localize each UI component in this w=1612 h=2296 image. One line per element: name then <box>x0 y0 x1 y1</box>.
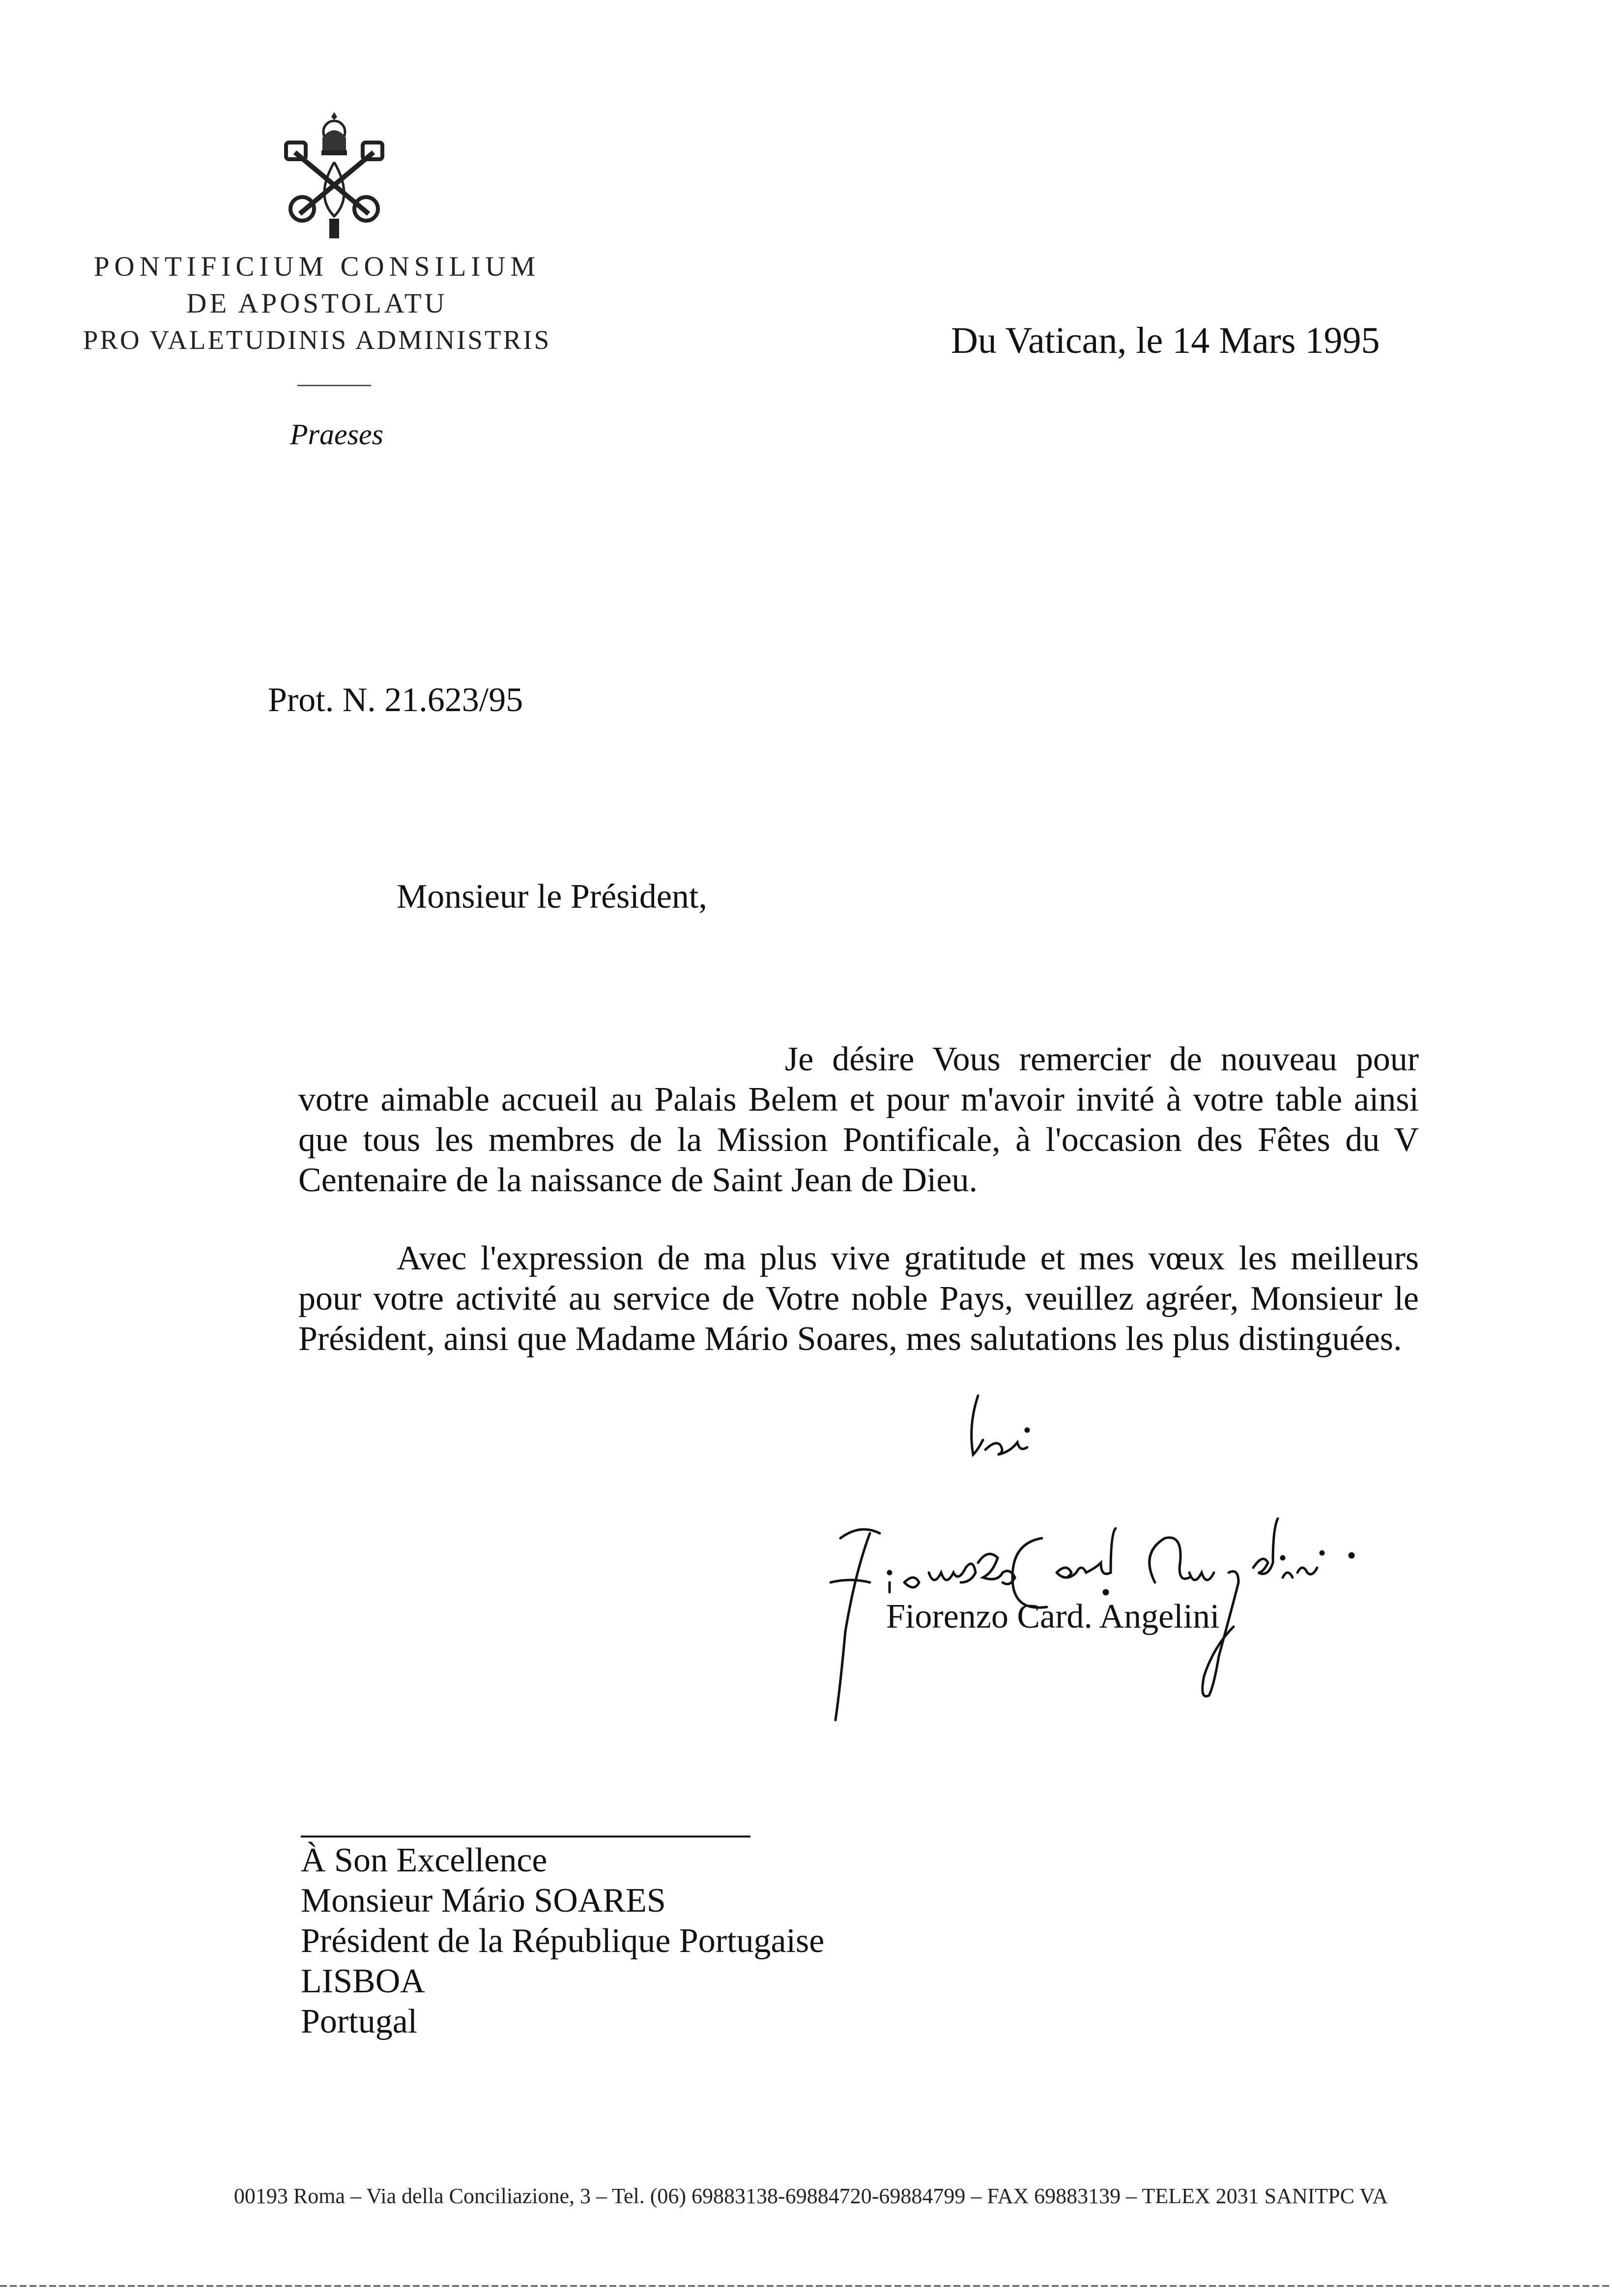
body-paragraph-1-text: Je désire Vous remercier de nouveau pour votre aimable accueil au Palais Belem et pour m'avoir invité à votre table ainsi que tous les membres de la Mission Pontificale, à l'occasion des Fêtes du V Centenaire de la naissance de Saint Jean de Dieu. <box>298 1040 1419 1199</box>
letterhead-divider <box>297 385 371 386</box>
recipient-line-1: À Son Excellence <box>301 1841 547 1879</box>
recipient-line-3: Président de la République Portugaise <box>301 1922 825 1960</box>
body-paragraph-2-text: Avec l'expression de ma plus vive gratitude et mes vœux les meilleurs pour votre activité au service de Votre noble Pays, veuillez agréer, Monsieur le Président, ainsi que Madame Mário Soares, mes salutations les plus distinguées. <box>298 1239 1419 1358</box>
letterhead-title: Praeses <box>290 418 383 451</box>
bottom-edge-line <box>0 2285 1612 2287</box>
recipient-line-2: Monsieur Mário SOARES <box>301 1882 666 1920</box>
recipient-address <box>301 1840 824 2042</box>
salutation: Monsieur le Président, <box>397 878 707 916</box>
signer-name: Fiorenzo Card. Angelini <box>886 1598 1220 1636</box>
papal-coat-of-arms-icon <box>275 108 393 241</box>
handwritten-signature <box>811 1376 1401 1730</box>
recipient-line-4: LISBOA <box>301 1962 425 2000</box>
footer-contact: 00193 Roma – Via della Conciliazione, 3 – Tel. (06) 69883138-69884720-69884799 – FAX 69883139 – TELEX 2031 SANITPC VA <box>233 2184 1388 2208</box>
letter-date: Du Vatican, le 14 Mars 1995 <box>951 320 1380 361</box>
body-paragraph-2 <box>298 1238 1419 1359</box>
letterhead-line-1: PONTIFICIUM CONSILIUM <box>93 251 541 282</box>
recipient-divider <box>301 1836 750 1837</box>
protocol-number: Prot. N. 21.623/95 <box>268 681 523 719</box>
recipient-line-5: Portugal <box>301 2003 418 2040</box>
letterhead-line-3: PRO VALETUDINIS ADMINISTRIS <box>83 325 551 355</box>
letterhead-line-2: DE APOSTOLATU <box>186 288 448 319</box>
body-paragraph-1 <box>298 1039 1419 1201</box>
